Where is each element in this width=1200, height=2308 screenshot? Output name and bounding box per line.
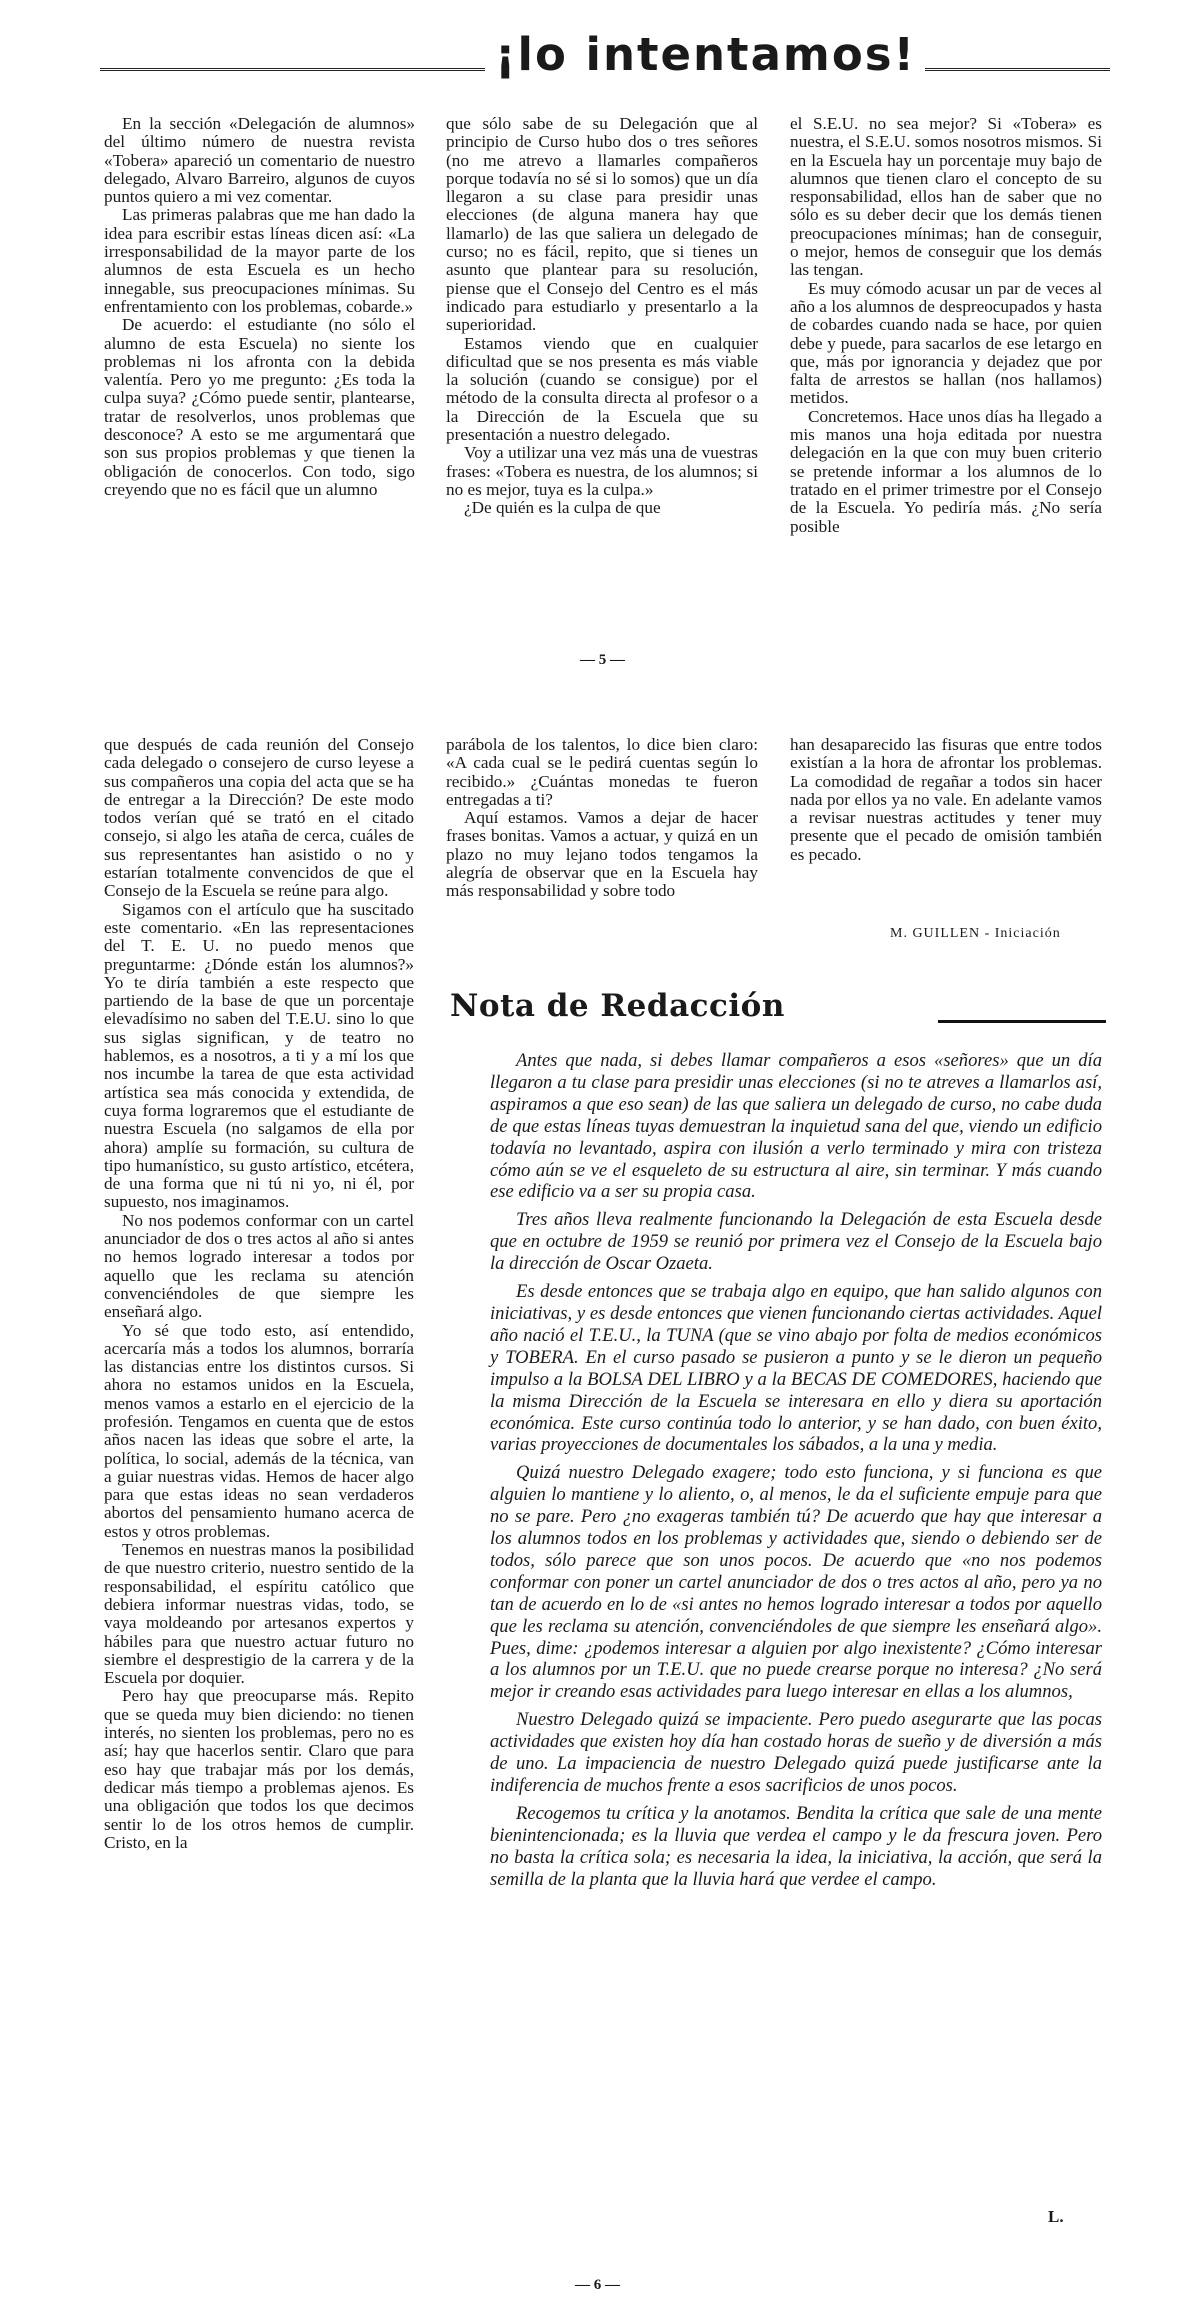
text-column-2 [446, 115, 758, 518]
editorial-signature: L. [1048, 2207, 1064, 2226]
paragraph: Es muy cómodo acusar un par de veces al año a los alumnos de despreocupados y hasta de cobardes cuando nada se hace, por quien debe y puede, para sacarlos de ese letargo en que, más por ignorancia y dejadez que por falta de arrestos se hallan (nos hallamos) metidos. [790, 278, 1102, 408]
paragraph: Sigamos con el artículo que ha suscitado este comentario. «En las representaciones del T. E. U. no puedo menos que preguntarme: ¿Dónde están los alumnos?» Yo te diría también a este respecto que partiendo de la base de que un porcentaje elevadísimo no saben del T.E.U. sino lo que sus siglas significan, y de teatro no hablemos, es a nosotros, a ti y a mí los que nos incumbe la tarea de que esta actividad artística sea más conocida y extendida, de cuya forma lograremos que el estudiante de nuestra Escuela (no salgamos de ella por ahora) amplíe su formación, su cultura de tipo humanístico, su gusto artístico, etcétera, de una forma que ni tú ni yo, ni él, por supuesto, nos imaginamos. [104, 899, 414, 1212]
heading-rule-left [100, 68, 485, 71]
heading-rule-right [925, 68, 1110, 71]
paragraph: Quizá nuestro Delegado exagere; todo esto funciona, y si funciona es que alguien lo mantiene y lo aliento, o, al menos, le da el suficiente empuje para que no se pare. Pero ¿no exageras también tú? De acuerdo que hay que interesar a los alumnos todos en los problemas y actividades que, siendo o debiendo ser de todos, sólo parece que son unos pocos. De acuerdo que «no nos podemos conformar con poner un cartel anunciador de dos o tres actos al año, pero ya no tan de acuerdo en lo de «si antes no hemos logrado interesar a todos por aquello que les reclama su atención, convenciéndoles de que siempre les enseñará algo». Pues, dime: ¿podemos interesar a alguien por algo inexistente? ¿Cómo interesar a los alumnos por un T.E.U. que no puede crearse porque no interesa? ¿No será mejor ir creando esas actividades para luego interesar en ellas a los alumnos, [490, 1462, 1102, 1703]
paragraph: Aquí estamos. Vamos a dejar de hacer frases bonitas. Vamos a actuar, y quizá en un plazo no muy lejano todos tengamos la alegría de observar que en la Escuela hay más responsabilidad y sobre todo [446, 808, 758, 901]
paragraph: Estamos viendo que en cualquier dificultad que se nos presenta es más viable la solución (cuando se consigue) por el método de la consulta directa al profesor o a la Dirección de la Escuela que su presentación a nuestro delegado. [446, 333, 758, 445]
paragraph: Pero hay que preocuparse más. Repito que se queda muy bien diciendo: no tienen interés, no sienten los problemas, pero no es así; hay que hacerlos sentir. Claro que para eso hay que trabajar más por los demás, dedicar más tiempo a problemas ajenos. Es una obligación que todos los que decimos sentir lo de los otros hemos de cumplir. Cristo, en la [104, 1686, 414, 1852]
text-column-3 [790, 115, 1102, 536]
paragraph: Nuestro Delegado quizá se impaciente. Pero puedo asegurarte que las pocas actividades que existen hoy día han costado horas de sueño y de diversión a más de uno. La impaciencia de nuestro Delegado quizá puede justificarse ante la indiferencia de muchos frente a esos sacrificios de unos pocos. [490, 1709, 1102, 1796]
paragraph: En la sección «Delegación de alumnos» del último número de nuestra revista «Tobera» apareció un comentario de nuestro delegado, Alvaro Barreiro, algunos de cuyos puntos quiero a mi vez comentar. [104, 114, 415, 207]
article-title: ¡lo intentamos! [495, 28, 917, 81]
paragraph: Tenemos en nuestras manos la posibilidad de que nuestro criterio, nuestro sentido de la responsabilidad, el espíritu católico que debiera informar nuestras vidas, todo, se vaya moldeando por artesanos expertos y hábiles para que nuestro actuar futuro no siembre el desprestigio de la carrera y de la Escuela por doquier. [104, 1540, 414, 1688]
article-heading [100, 28, 1110, 88]
paragraph: Recogemos tu crítica y la anotamos. Bendita la crítica que sale de una mente bienintencionada; es la lluvia que verdea el campo y le da frescura joven. Pero no basta la crítica sola; es necesaria la idea, la iniciativa, la acción, que será la semilla de la planta que la lluvia hará que verdee el campo. [490, 1802, 1102, 1890]
paragraph: Las primeras palabras que me han dado la idea para escribir estas líneas dicen así: «La irresponsabilidad de la mayor parte de los alumnos de esta Escuela es un hecho innegable, sus preocupaciones mínimas. Su enfrentamiento con los problemas, cobarde.» [104, 205, 415, 316]
author-signature: M. GUILLEN - Iniciación [890, 926, 1061, 941]
editorial-note-body [490, 1050, 1102, 1897]
page-number: — 5 — [580, 652, 625, 668]
paragraph: parábola de los talentos, lo dice bien claro: «A cada cual se le pedirá cuentas según lo recibido.» ¿Cuántas monedas te fueron entregadas a ti? [446, 735, 758, 809]
page-6 [0, 730, 1200, 2308]
paragraph: Concretemos. Hace unos días ha llegado a mis manos una hoja editada por nuestra delegación en la que con muy buen criterio se pretende informar a los alumnos de lo tratado en el primer trimestre por el Consejo de la Escuela. Yo pediría más. ¿No sería posible [790, 406, 1102, 536]
text-column-1 [104, 115, 415, 499]
paragraph: De acuerdo: el estudiante (no sólo el alumno de esta Escuela) no siente los problemas ni los afronta con la debida valentía. Pero yo me pregunto: ¿Es toda la culpa suya? ¿Cómo puede sentir, plantearse, tratar de resolverlos, unos problemas que desconoce? A esto se me argumentará que son sus propios problemas y que tienen la obligación de conocerlos. Con todo, sigo creyendo que no es fácil que un alumno [104, 315, 415, 499]
editorial-note-heading: Nota de Redacción [450, 988, 785, 1024]
page-5 [0, 0, 1200, 680]
text-column-3 [790, 736, 1102, 864]
text-column-1 [104, 736, 414, 1852]
paragraph: Voy a utilizar una vez más una de vuestras frases: «Tobera es nuestra, de los alumnos; si no es mejor, tuya es la culpa.» [446, 443, 758, 499]
paragraph: que sólo sabe de su Delegación que al principio de Curso hubo dos o tres señores (no me atrevo a llamarles compañeros porque todavía no sé si lo somos) que un día llegaron a su clase para presidir unas elecciones (de alguna manera hay que llamarlo) de las que saliera un delegado de curso; no es fácil, repito, que si tienes un asunto que plantear para su resolución, piense que el Consejo del Centro es el más indicado para estudiarlo y presentarlo a la superioridad. [446, 114, 758, 335]
paragraph: Yo sé que todo esto, así entendido, acercaría más a todos los alumnos, borraría las distancias entre los distintos cursos. Si ahora no estamos unidos en la Escuela, menos vamos a estarlo en el ejercicio de la profesión. Tengamos en cuenta que de estos años nacen las ideas que sobre el arte, la política, lo social, además de la técnica, van a guiar nuestras vidas. Hemos de hacer algo para que estas ideas no sean verdaderos abortos del pensamiento humano acerca de estos y otros problemas. [104, 1320, 414, 1541]
page-number: — 6 — [575, 2277, 620, 2293]
paragraph: el S.E.U. no sea mejor? Si «Tobera» es nuestra, el S.E.U. somos nosotros mismos. Si en la Escuela hay un porcentaje muy bajo de alumnos que tienen claro el concepto de su responsabilidad, ellos han de saber que no sólo es su deber decir que los demás tienen preocupaciones mínimas; han de conseguir, o mejor, hemos de conseguir que los demás las tengan. [790, 114, 1102, 280]
editorial-note-rule [938, 1020, 1106, 1023]
paragraph: Tres años lleva realmente funcionando la Delegación de esta Escuela desde que en octubre de 1959 se reunió por primera vez el Consejo de la Escuela bajo la dirección de Oscar Ozaeta. [490, 1209, 1102, 1275]
paragraph: No nos podemos conformar con un cartel anunciador de dos o tres actos al año si antes no hemos logrado interesar a todos por aquello que les reclama su atención convenciéndoles de que siempre les enseñará algo. [104, 1210, 414, 1322]
paragraph: ¿De quién es la culpa de que [464, 498, 661, 518]
paragraph: Es desde entonces que se trabaja algo en equipo, que han salido algunos con iniciativas, y es desde entonces que vienen funcionando ciertas actividades. Aquel año nació el T.E.U., la TUNA (que se vino abajo por folta de medios económicos y TOBERA. En el curso pasado se pusieron a punto y se le dieron un pequeño impulso a la BOLSA DEL LIBRO y a la BECAS DE COMEDORES, haciendo que la misma Dirección de la Escuela se interesara en ello y diera su aportación económica. Este curso continúa todo lo anterior, y se han dado, con buen éxito, varias proyecciones de documentales los sábados, a la una y media. [490, 1281, 1102, 1456]
paragraph: que después de cada reunión del Consejo cada delegado o consejero de curso leyese a sus compañeros una copia del acta que se ha de entregar a la Dirección? De este modo todos verían qué se trató en el citado consejo, si algo les ataña de cerca, cuáles de sus representantes han asistido o no y estarían totalmente convencidos de que el Consejo de la Escuela se reúne para algo. [104, 735, 414, 901]
text-column-2 [446, 736, 758, 901]
paragraph: Antes que nada, si debes llamar compañeros a esos «señores» que un día llegaron a tu clase para presidir unas elecciones (si no te atreves a llamarlos así, aspiramos a que eso sean) de las que saliera un delegado de curso, no cabe duda de que estas líneas tuyas demuestran la inquietud sana del que, viendo un edificio todavía no levantado, aspira con ilusión a verlo terminado y mira con tristeza cómo aún se ve el esqueleto de su estructura al aire, sin terminar. Y más cuando ese edificio va a ser su propia casa. [490, 1050, 1102, 1203]
paragraph: han desaparecido las fisuras que entre todos existían a la hora de afrontar los problemas. La comodidad de regañar a todos sin hacer nada por ellos ya no vale. En adelante vamos a revisar nuestras actitudes y tener muy presente que el pecado de omisión también es pecado. [790, 735, 1102, 864]
